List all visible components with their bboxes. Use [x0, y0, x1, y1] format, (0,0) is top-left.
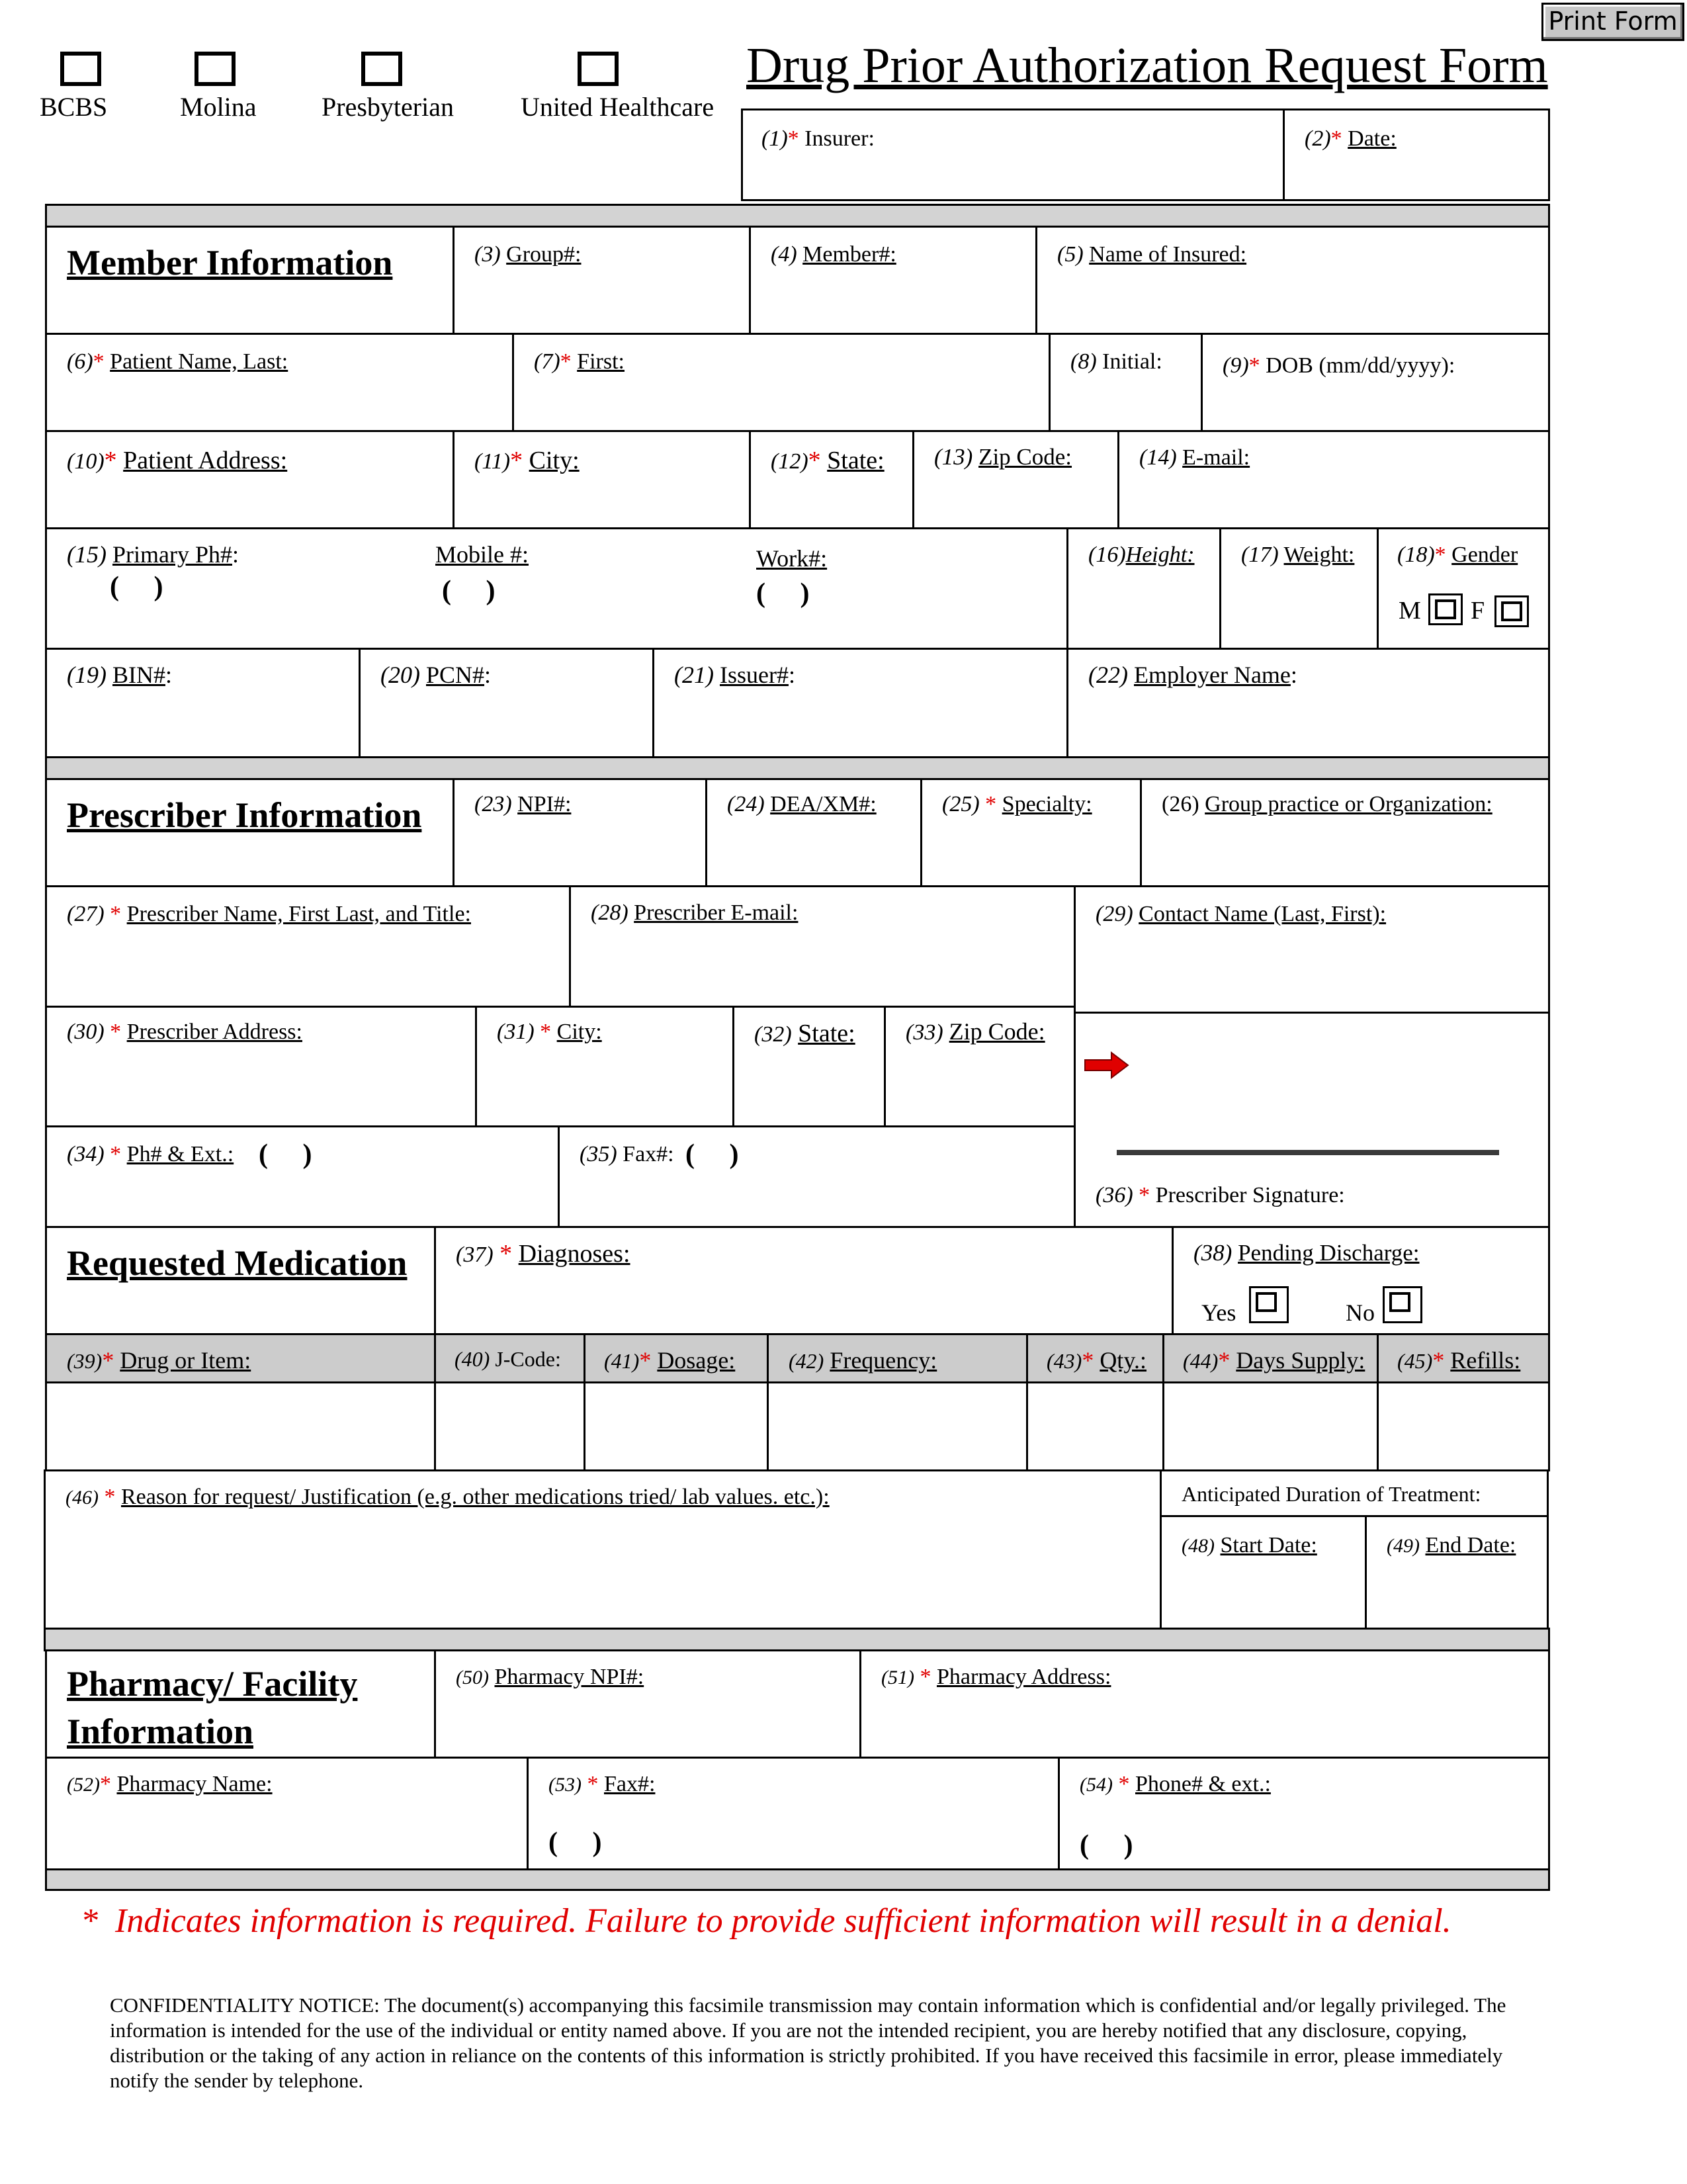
phone-numbers-field[interactable]: (15) Primary Ph#: ( ) Mobile #: ( ) Work#: ( ) — [45, 527, 1068, 650]
arrow-right-icon — [1084, 1051, 1130, 1080]
pharmacy-address-field[interactable]: (51) * Pharmacy Address: — [859, 1649, 1550, 1759]
prescriber-signature-field[interactable]: (36) * Prescriber Signature: — [1074, 1012, 1550, 1228]
group-number-field[interactable]: (3) Group#: — [453, 226, 751, 335]
end-date-field[interactable]: (49) End Date: — [1365, 1515, 1549, 1630]
band-bottom — [45, 1868, 1550, 1891]
molina-label: Molina — [180, 92, 257, 122]
specialty-field[interactable]: (25) * Specialty: — [920, 778, 1142, 887]
required-notice-text: Indicates information is required. Failure to provide sufficient information will result in a denial. — [115, 1902, 1451, 1940]
insurer-field[interactable]: (1)* Insurer: — [741, 109, 1285, 201]
patient-dob-field[interactable]: (9)* DOB (mm/dd/yyyy): — [1201, 333, 1550, 432]
bcbs-checkbox[interactable] — [60, 52, 101, 86]
refills-header: (45)* Refills: — [1377, 1333, 1550, 1383]
primary-phone-area-code[interactable]: ( ) — [110, 572, 163, 602]
pending-discharge-no-label: No — [1346, 1299, 1375, 1326]
required-notice — [81, 1901, 1451, 1941]
band-member — [45, 204, 1550, 228]
pending-discharge-no-checkbox[interactable] — [1383, 1286, 1422, 1323]
pharmacy-npi-field[interactable]: (50) Pharmacy NPI#: — [434, 1649, 861, 1759]
contact-name-field[interactable]: (29) Contact Name (Last, First): — [1074, 885, 1550, 1014]
gender-m-label: M — [1399, 597, 1421, 625]
presbyterian-label: Presbyterian — [322, 92, 454, 122]
prescriber-fax-area-code[interactable]: ( ) — [685, 1139, 739, 1170]
group-practice-field[interactable]: (26) Group practice or Organization: — [1140, 778, 1550, 887]
gender-f-checkbox[interactable] — [1494, 595, 1529, 627]
patient-initial-field[interactable]: (8) Initial: — [1049, 333, 1203, 432]
band-pharmacy — [44, 1628, 1550, 1651]
prescriber-section-header: Prescriber Information — [45, 778, 454, 887]
name-of-insured-field[interactable]: (5) Name of Insured: — [1035, 226, 1550, 335]
required-star: * — [81, 1902, 98, 1940]
issuer-field[interactable]: (21) Issuer#: — [652, 648, 1068, 758]
mobile-phone-area-code[interactable]: ( ) — [442, 576, 496, 606]
prescriber-phone-field[interactable]: (34) * Ph# & Ext.: ( ) — [45, 1125, 560, 1228]
pharmacy-section-header: Pharmacy/ Facility Information — [45, 1649, 436, 1759]
pcn-field[interactable]: (20) PCN#: — [359, 648, 654, 758]
prescriber-phone-area-code[interactable]: ( ) — [259, 1139, 312, 1170]
bcbs-label: BCBS — [40, 92, 108, 122]
days-supply-input[interactable] — [1162, 1381, 1379, 1471]
qty-header: (43)* Qty.: — [1026, 1333, 1164, 1383]
band-prescriber — [45, 756, 1550, 780]
prescriber-zip-field[interactable]: (33) Zip Code: — [884, 1006, 1076, 1127]
signature-line — [1117, 1150, 1499, 1155]
height-field[interactable]: (16)Height: — [1066, 527, 1221, 650]
gender-f-label: F — [1471, 597, 1485, 625]
gender-field: (18)* Gender M F — [1377, 527, 1550, 650]
date-field[interactable]: (2)* Date: — [1283, 109, 1550, 201]
dosage-header: (41)* Dosage: — [584, 1333, 769, 1383]
form-title: Drug Prior Authorization Request Form — [746, 38, 1548, 93]
work-phone-area-code[interactable]: ( ) — [756, 578, 810, 609]
pharmacy-name-field[interactable]: (52)* Pharmacy Name: — [45, 1757, 529, 1870]
prescriber-fax-field[interactable]: (35) Fax#: ( ) — [558, 1125, 1076, 1228]
patient-state-field[interactable]: (12)* State: — [749, 430, 914, 529]
patient-zip-field[interactable]: (13) Zip Code: — [912, 430, 1119, 529]
days-supply-header: (44)* Days Supply: — [1162, 1333, 1379, 1383]
employer-name-field[interactable]: (22) Employer Name: — [1066, 648, 1550, 758]
prescriber-city-field[interactable]: (31) * City: — [475, 1006, 734, 1127]
dosage-input[interactable] — [584, 1381, 769, 1471]
patient-email-field[interactable]: (14) E-mail: — [1117, 430, 1550, 529]
pending-discharge-field: (38) Pending Discharge: Yes No — [1172, 1226, 1550, 1335]
drug-header: (39)* Drug or Item: — [45, 1333, 436, 1383]
united-healthcare-label: United Healthcare — [521, 92, 714, 122]
print-form-button[interactable]: Print Form — [1541, 3, 1684, 41]
pending-discharge-yes-checkbox[interactable] — [1249, 1286, 1289, 1323]
united-healthcare-checkbox[interactable] — [578, 52, 619, 86]
diagnoses-field[interactable]: (37) * Diagnoses: — [434, 1226, 1174, 1335]
start-date-field[interactable]: (48) Start Date: — [1160, 1515, 1367, 1630]
member-number-field[interactable]: (4) Member#: — [749, 226, 1037, 335]
duration-header: Anticipated Duration of Treatment: — [1160, 1469, 1549, 1517]
molina-checkbox[interactable] — [195, 52, 236, 86]
justification-field[interactable]: (46) * Reason for request/ Justification (e.g. other medications tried/ lab values. etc.): — [44, 1469, 1162, 1630]
pharmacy-phone-area-code[interactable]: ( ) — [1080, 1830, 1133, 1860]
confidentiality-notice: CONFIDENTIALITY NOTICE: The document(s) accompanying this facsimile transmission may contain information which is confidential and/or legally privileged. The information is intended for the use of the individual or entity named above. If you are not the intended recipient, you are hereby notified that any disclosure, copying, distribution or the taking of any action in reliance on the contents of this information is strictly prohibited. If you have received this facsimile in error, please immediately notify the sender by telephone. — [110, 1993, 1506, 2092]
prescriber-npi-field[interactable]: (23) NPI#: — [453, 778, 707, 887]
dea-field[interactable]: (24) DEA/XM#: — [705, 778, 922, 887]
drug-input[interactable] — [45, 1381, 436, 1471]
frequency-header: (42) Frequency: — [767, 1333, 1028, 1383]
patient-address-field[interactable]: (10)* Patient Address: — [45, 430, 454, 529]
medication-section-header: Requested Medication — [45, 1226, 436, 1335]
prescriber-name-field[interactable]: (27) * Prescriber Name, First Last, and Title: — [45, 885, 571, 1008]
bin-field[interactable]: (19) BIN#: — [45, 648, 361, 758]
weight-field[interactable]: (17) Weight: — [1219, 527, 1379, 650]
pending-discharge-yes-label: Yes — [1201, 1299, 1236, 1326]
pharmacy-fax-area-code[interactable]: ( ) — [548, 1827, 602, 1858]
prescriber-email-field[interactable]: (28) Prescriber E-mail: — [569, 885, 1076, 1008]
refills-input[interactable] — [1377, 1381, 1550, 1471]
patient-last-name-field[interactable]: (6)* Patient Name, Last: — [45, 333, 514, 432]
patient-city-field[interactable]: (11)* City: — [453, 430, 751, 529]
prescriber-address-field[interactable]: (30) * Prescriber Address: — [45, 1006, 477, 1127]
member-section-header: Member Information — [45, 226, 454, 335]
jcode-header: (40) J-Code: — [434, 1333, 585, 1383]
presbyterian-checkbox[interactable] — [361, 52, 402, 86]
patient-first-name-field[interactable]: (7)* First: — [512, 333, 1051, 432]
jcode-input[interactable] — [434, 1381, 585, 1471]
pharmacy-fax-field[interactable]: (53) * Fax#: ( ) — [527, 1757, 1060, 1870]
gender-m-checkbox[interactable] — [1428, 593, 1463, 625]
qty-input[interactable] — [1026, 1381, 1164, 1471]
pharmacy-phone-field[interactable]: (54) * Phone# & ext.: ( ) — [1058, 1757, 1550, 1870]
frequency-input[interactable] — [767, 1381, 1028, 1471]
prescriber-state-field[interactable]: (32) State: — [732, 1006, 886, 1127]
